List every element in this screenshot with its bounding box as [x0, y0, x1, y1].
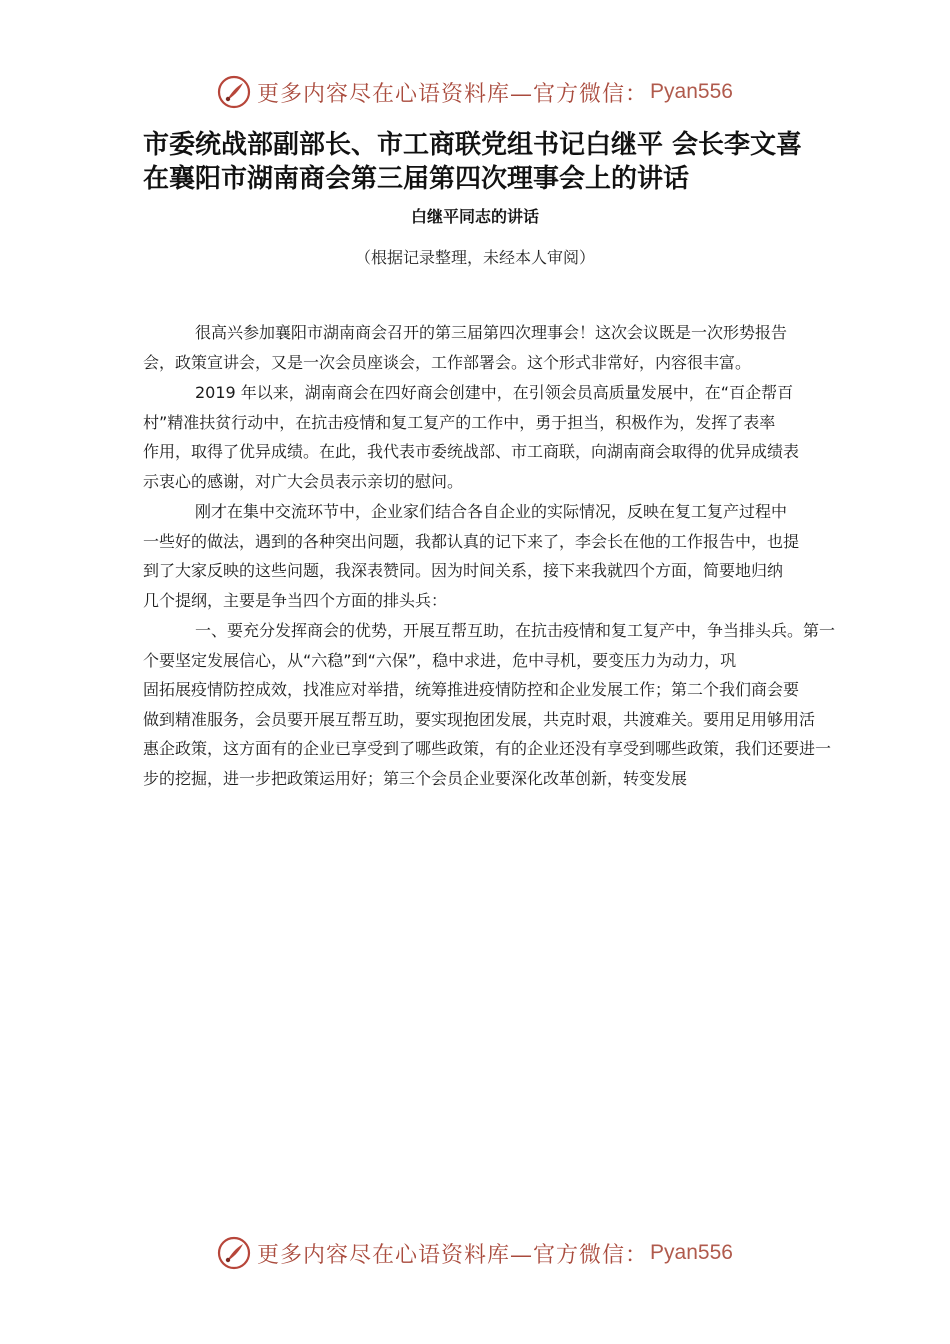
document-body [143, 318, 836, 794]
text-line: 到了大家反映的这些问题，我深表赞同。因为时间关系，接下来我就四个方面，简要地归纳 [143, 561, 784, 580]
text-line: 作用，取得了优异成绩。在此，我代表市委统战部、市工商联，向湖南商会取得的优异成绩表 [143, 442, 800, 461]
document-title [143, 128, 823, 196]
text-line: 固拓展疫情防控成效，找准应对举措，统筹推进疫情防控和企业发展工作；第二个我们商会要 [143, 680, 800, 699]
wechat-id: Pyan556 [650, 1241, 733, 1264]
title-line: 市委统战部副部长、市工商联党组书记白继平 会长李文喜 [143, 130, 803, 160]
document-subtitle: 白继平同志的讲话 [410, 207, 539, 226]
text-line: 做到精准服务，会员要开展互帮互助，要实现抱团发展，共克时艰，共渡难关。要用足用够用活 [143, 709, 816, 729]
header-banner [0, 72, 950, 112]
paragraph [143, 378, 823, 496]
text-line: 2019 年以来，湖南商会在四好商会创建中，在引领会员高质量发展中，在“百企帮百 [195, 383, 794, 402]
editorial-note: （根据记录整理，未经本人审阅） [354, 248, 595, 267]
banner-text: 更多内容尽在心语资料库—官方微信： [257, 1242, 649, 1268]
quill-logo-icon [217, 75, 251, 109]
text-line: 几个提纲，主要是争当四个方面的排头兵： [143, 590, 448, 610]
text-line: 惠企政策，这方面有的企业已享受到了哪些政策，有的企业还没有享受到哪些政策，我们还要进一 [143, 739, 832, 758]
quill-logo-icon [217, 1236, 251, 1270]
paragraph [143, 318, 823, 377]
paragraph [143, 497, 823, 615]
text-line: 示衷心的感谢，对广大会员表示亲切的慰问。 [143, 471, 464, 491]
text-line: 会，政策宣讲会，又是一次会员座谈会，工作部署会。这个形式非常好，内容很丰富。 [143, 352, 752, 372]
text-line: 一、要充分发挥商会的优势，开展互帮互助，在抗击疫情和复工复产中，争当排头兵。第一 [195, 621, 836, 640]
footer-banner [0, 1233, 950, 1273]
text-line: 很高兴参加襄阳市湖南商会召开的第三届第四次理事会！这次会议既是一次形势报告 [195, 323, 788, 342]
text-line: 村”精准扶贫行动中，在抗击疫情和复工复产的工作中，勇于担当，积极作为，发挥了表率 [143, 412, 776, 432]
title-line: 在襄阳市湖南商会第三届第四次理事会上的讲话 [143, 164, 690, 194]
text-line: 一些好的做法，遇到的各种突出问题，我都认真的记下来了，李会长在他的工作报告中，也提 [143, 531, 800, 551]
banner-text: 更多内容尽在心语资料库—官方微信： [257, 81, 649, 107]
text-line: 个要坚定发展信心，从“六稳”到“六保”，稳中求进，危中寻机，要变压力为动力，巩 [143, 650, 737, 670]
paragraph [143, 616, 836, 793]
text-line: 刚才在集中交流环节中，企业家们结合各自企业的实际情况，反映在复工复产过程中 [195, 502, 788, 521]
wechat-id: Pyan556 [650, 80, 733, 103]
text-line: 步的挖掘，进一步把政策运用好；第三个会员企业要深化改革创新，转变发展 [143, 768, 688, 788]
